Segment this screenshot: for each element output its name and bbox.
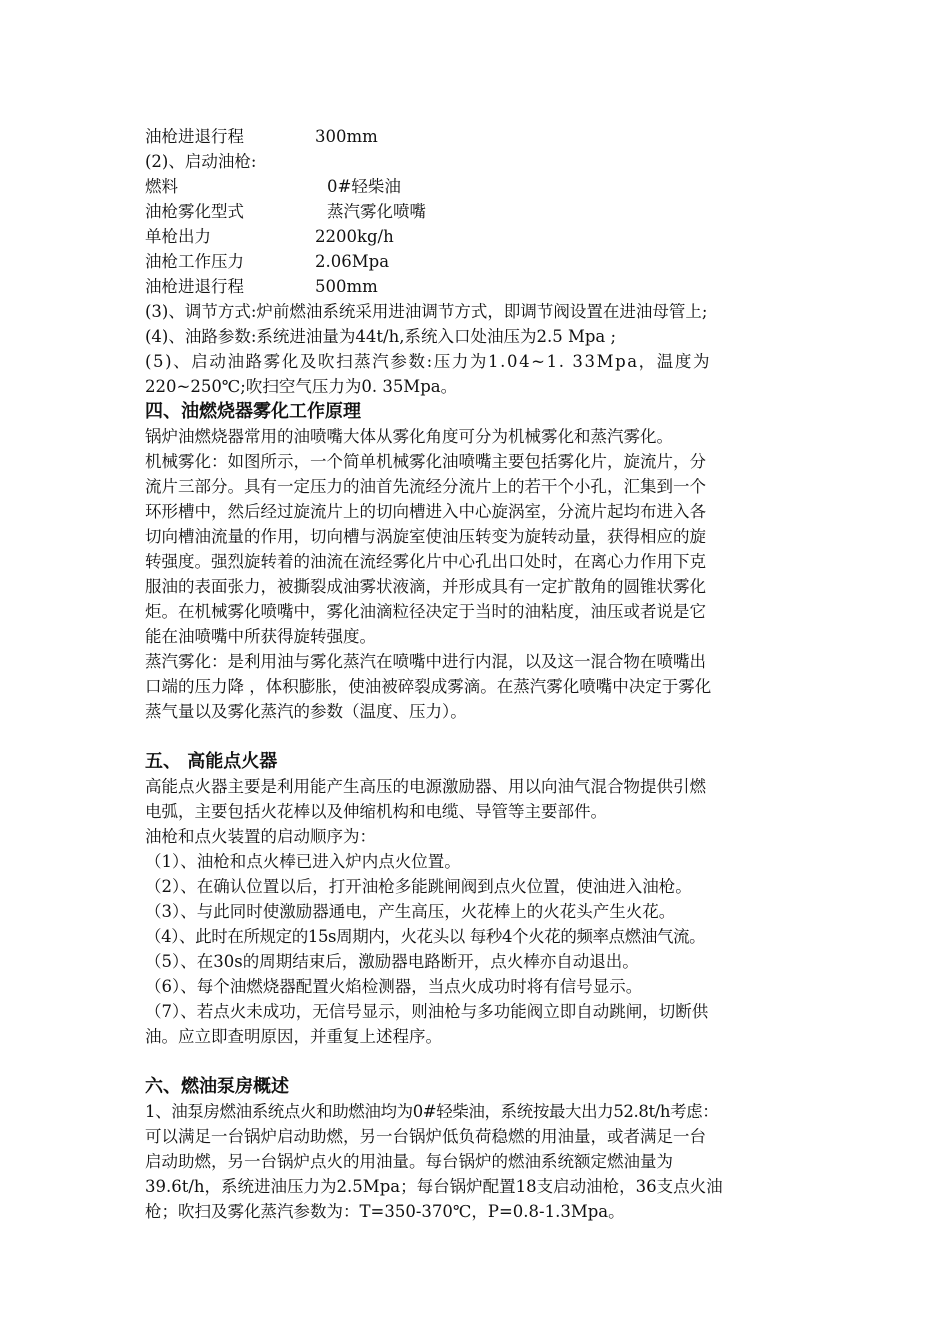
subsection-title: (2)、启动油枪: [145, 152, 257, 171]
spec-line [145, 274, 815, 299]
paragraph-line: 能在油喷嘴中所获得旋转强度。 [145, 627, 376, 646]
list-item: （7）、若点火未成功，无信号显示，则油枪与多功能阀立即自动跳闸，切断供 [145, 1002, 709, 1021]
paragraph-line: (5)、启动油路雾化及吹扫蒸汽参数:压力为1.04~1. 33Mpa，温度为 [145, 352, 712, 371]
list-item: 油。应立即查明原因，并重复上述程序。 [145, 1027, 442, 1046]
spec-value: 蒸汽雾化喷嘴 [327, 202, 426, 221]
spec-label: 单枪出力 [145, 227, 211, 246]
spec-value: 2200kg/h [315, 227, 394, 246]
spec-value: 300mm [315, 127, 378, 146]
spacer [145, 1049, 815, 1074]
document-page [145, 124, 815, 1224]
list-item: （4）、此时在所规定的15s周期内，火花头以 每秒4个火花的频率点燃油气流。 [145, 927, 706, 946]
section-heading: 六、燃油泵房概述 [145, 1076, 289, 1097]
section-heading: 五、 高能点火器 [145, 751, 278, 772]
paragraph-line: 油枪和点火装置的启动顺序为： [145, 827, 376, 846]
spec-label: 油枪进退行程 [145, 127, 244, 146]
spacer [145, 724, 815, 749]
spec-label: 油枪进退行程 [145, 277, 244, 296]
paragraph-line: 转强度。强烈旋转着的油流在流经雾化片中心孔出口处时，在离心力作用下克 [145, 552, 706, 571]
paragraph-line: 机械雾化：如图所示，一个简单机械雾化油喷嘴主要包括雾化片，旋流片，分 [145, 452, 706, 471]
spec-value: 500mm [315, 277, 378, 296]
spec-label: 油枪工作压力 [145, 252, 244, 271]
list-item: （5）、在30s的周期结束后，激励器电路断开，点火棒亦自动退出。 [145, 952, 639, 971]
list-item: （3）、与此同时使激励器通电，产生高压，火花棒上的火花头产生火花。 [145, 902, 676, 921]
paragraph-line: 流片三部分。具有一定压力的油首先流经分流片上的若干个小孔，汇集到一个 [145, 477, 706, 496]
spec-label: 燃料 [145, 177, 178, 196]
spec-line [145, 199, 815, 224]
paragraph-line: 服油的表面张力，被撕裂成油雾状液滴，并形成具有一定扩散角的圆锥状雾化 [145, 577, 706, 596]
paragraph-line: 可以满足一台锅炉启动助燃，另一台锅炉低负荷稳燃的用油量，或者满足一台 [145, 1127, 706, 1146]
paragraph-line: 蒸汽雾化：是利用油与雾化蒸汽在喷嘴中进行内混，以及这一混合物在喷嘴出 [145, 652, 706, 671]
paragraph-line: 蒸气量以及雾化蒸汽的参数（温度、压力）。 [145, 702, 467, 721]
paragraph-line: (3)、调节方式:炉前燃油系统采用进油调节方式，即调节阀设置在进油母管上; [145, 302, 708, 321]
paragraph-line: 220~250℃;吹扫空气压力为0. 35Mpa。 [145, 377, 458, 396]
paragraph-line: 电弧，主要包括火花棒以及伸缩机构和电缆、导管等主要部件。 [145, 802, 607, 821]
paragraph-line: 切向槽油流量的作用，切向槽与涡旋室使油压转变为旋转动量，获得相应的旋 [145, 527, 706, 546]
paragraph-line: 枪；吹扫及雾化蒸汽参数为：T=350-370℃，P=0.8-1.3Mpa。 [145, 1202, 625, 1221]
list-item: （1）、油枪和点火棒已进入炉内点火位置。 [145, 852, 461, 871]
paragraph-line: 1、油泵房燃油系统点火和助燃油均为0#轻柴油，系统按最大出力52.8t/h考虑： [145, 1102, 719, 1121]
spec-line [145, 249, 815, 274]
paragraph-line: 炬。在机械雾化喷嘴中，雾化油滴粒径决定于当时的油粘度，油压或者说是它 [145, 602, 706, 621]
spec-value: 2.06Mpa [315, 252, 390, 271]
spec-line [145, 224, 815, 249]
paragraph-line: (4)、油路参数:系统进油量为44t/h,系统入口处油压为2.5 Mpa ; [145, 327, 617, 346]
spec-value: 0#轻柴油 [327, 177, 401, 196]
spec-line [145, 124, 815, 149]
paragraph-line: 环形槽中，然后经过旋流片上的切向槽进入中心旋涡室，分流片起均布进入各 [145, 502, 706, 521]
list-item: （6）、每个油燃烧器配置火焰检测器，当点火成功时将有信号显示。 [145, 977, 643, 996]
spec-label: 油枪雾化型式 [145, 202, 244, 221]
paragraph-line: 口端的压力降 ，体积膨胀，使油被碎裂成雾滴。在蒸汽雾化喷嘴中决定于雾化 [145, 677, 712, 696]
spec-line [145, 174, 815, 199]
paragraph-line: 39.6t/h，系统进油压力为2.5Mpa；每台锅炉配置18支启动油枪，36支点火油 [145, 1177, 723, 1196]
paragraph-line: 启动助燃，另一台锅炉点火的用油量。每台锅炉的燃油系统额定燃油量为 [145, 1152, 673, 1171]
section-heading: 四、油燃烧器雾化工作原理 [145, 401, 361, 422]
paragraph-line: 高能点火器主要是利用能产生高压的电源激励器、用以向油气混合物提供引燃 [145, 777, 706, 796]
paragraph-line: 锅炉油燃烧器常用的油喷嘴大体从雾化角度可分为机械雾化和蒸汽雾化。 [145, 427, 673, 446]
list-item: （2）、在确认位置以后，打开油枪多能跳闸阀到点火位置，使油进入油枪。 [145, 877, 692, 896]
